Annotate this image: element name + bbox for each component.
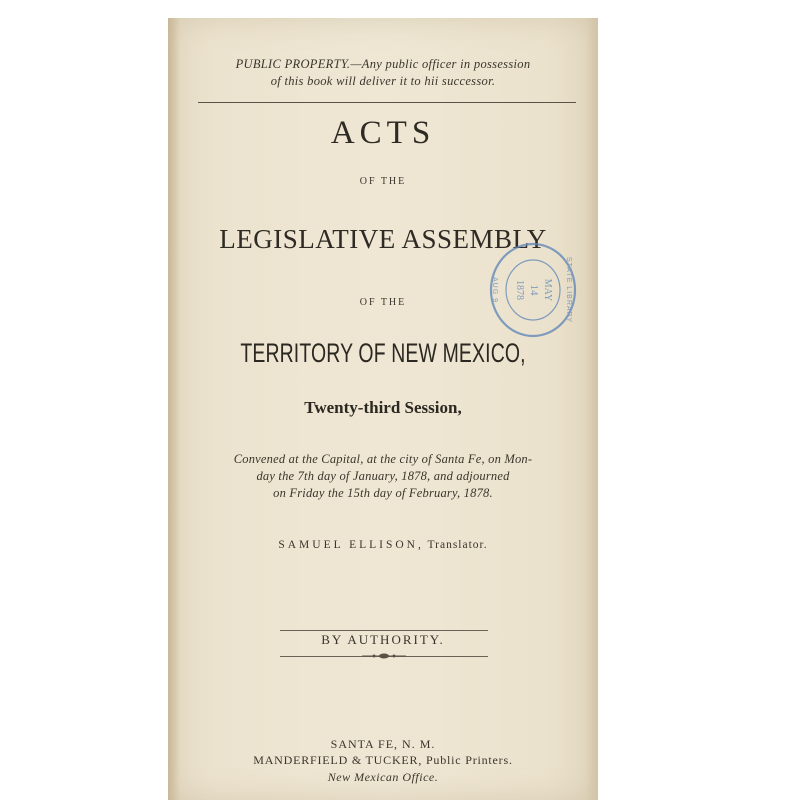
by-authority: BY AUTHORITY.: [321, 632, 445, 647]
title-legislative-assembly: LEGISLATIVE ASSEMBLY: [219, 224, 547, 254]
convened-line-1: Convened at the Capital, at the city of Santa Fe, on Mon-: [233, 452, 533, 466]
stamp-month: MAY: [542, 278, 553, 302]
ornament-icon: [362, 652, 406, 660]
imprint-office: New Mexican Office.: [327, 770, 439, 784]
authority-rule-top: [280, 630, 488, 631]
session-heading: Twenty-third Session,: [304, 398, 462, 417]
translator-credit: [168, 539, 598, 551]
title-territory: TERRITORY OF NEW MEXICO,: [240, 338, 526, 368]
convened-line-3: on Friday the 15th day of February, 1878.: [273, 486, 493, 500]
public-property-notice: [168, 56, 598, 90]
header-rule: [198, 102, 576, 103]
translator-name: SAMUEL ELLISON,: [278, 539, 424, 551]
convened-line-2: day the 7th day of January, 1878, and adjourned: [256, 469, 510, 483]
stamp-year: 1878: [514, 280, 525, 300]
stamp-mark: AUG 9: [491, 276, 498, 304]
of-the-2: OF THE: [359, 297, 407, 308]
notice-line-1: PUBLIC PROPERTY.—Any public officer in possession: [235, 57, 531, 71]
translator-role: Translator.: [427, 539, 488, 551]
title-acts: ACTS: [330, 115, 436, 151]
convened-paragraph: [168, 451, 598, 502]
imprint-city: SANTA FE, N. M.: [330, 737, 436, 751]
of-the-1: OF THE: [359, 176, 407, 187]
library-stamp-icon: [458, 240, 608, 340]
stamp-ring-text: STATE LIBRARY: [565, 256, 572, 324]
imprint-printers: MANDERFIELD & TUCKER, Public Printers.: [253, 753, 513, 767]
notice-line-2: of this book will deliver it to hii successor.: [270, 74, 496, 88]
stamp-day: 14: [528, 284, 540, 296]
